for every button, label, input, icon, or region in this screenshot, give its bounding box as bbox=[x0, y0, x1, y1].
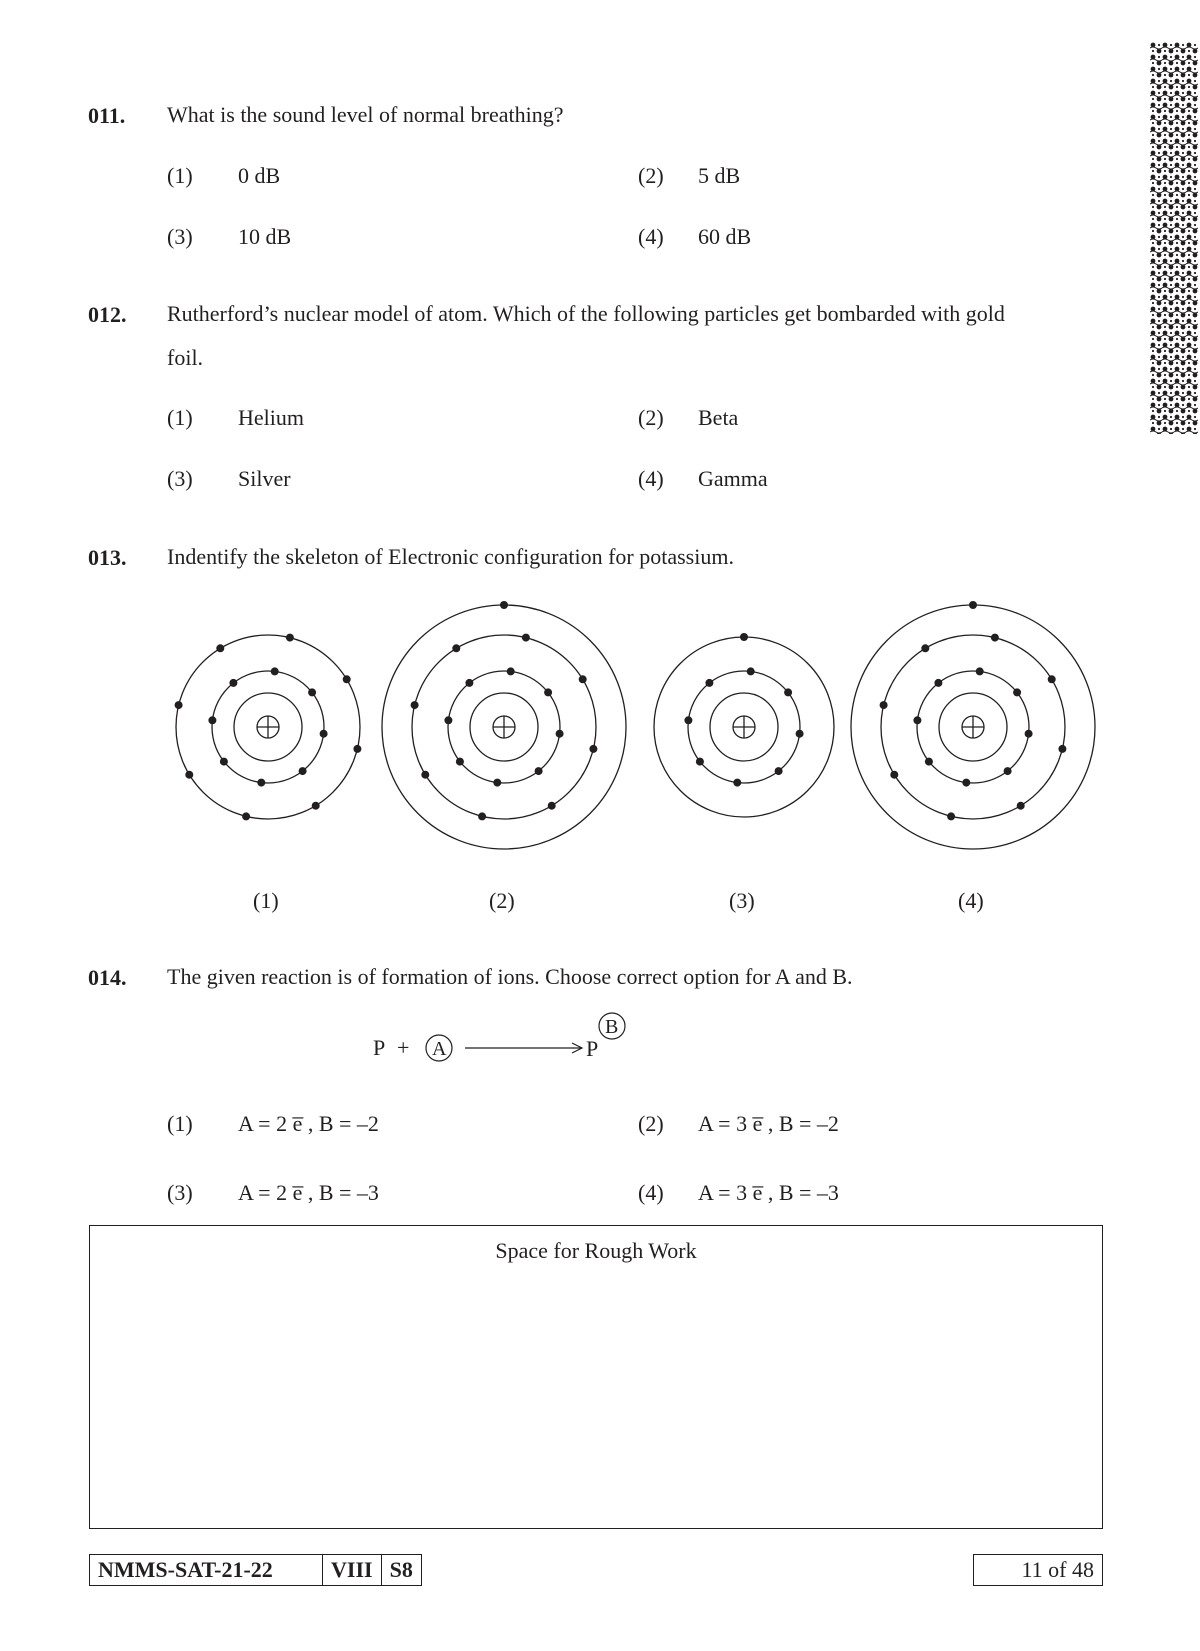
electron-dot bbox=[947, 812, 955, 820]
question-text: Rutherford’s nuclear model of atom. Which of the following particles get bombarded with gold bbox=[167, 301, 1005, 326]
atom-diagram-1 bbox=[175, 634, 362, 821]
electron-dot bbox=[185, 771, 193, 779]
electron-dot bbox=[705, 679, 713, 687]
plus-sign: + bbox=[397, 1035, 410, 1060]
ion-formation-reaction bbox=[360, 1005, 660, 1075]
option-number: (3) bbox=[167, 1180, 193, 1205]
electron-dot bbox=[733, 779, 741, 787]
diagram-label: (1) bbox=[253, 888, 279, 913]
electron-dot bbox=[500, 601, 508, 609]
option-number: (2) bbox=[638, 1111, 664, 1136]
electron-dot bbox=[286, 634, 294, 642]
electron-dot bbox=[913, 716, 921, 724]
electron-dot bbox=[353, 745, 361, 753]
atom-diagram-3 bbox=[654, 633, 834, 817]
option-text: Silver bbox=[238, 466, 291, 491]
electron-dot bbox=[444, 716, 452, 724]
electron-dot bbox=[175, 701, 183, 709]
electron-dot bbox=[934, 679, 942, 687]
electron-dot bbox=[271, 667, 279, 675]
option-number: (1) bbox=[167, 163, 193, 188]
question-text: Indentify the skeleton of Electronic configuration for potassium. bbox=[167, 544, 734, 569]
electron-dot bbox=[1017, 802, 1025, 810]
electron-dot bbox=[962, 779, 970, 787]
electron-dot bbox=[522, 634, 530, 642]
electron-dot bbox=[796, 730, 804, 738]
electron-dot bbox=[478, 812, 486, 820]
electron-dot bbox=[969, 601, 977, 609]
electron-dot bbox=[452, 644, 460, 652]
electron-dot bbox=[775, 767, 783, 775]
rough-work-title: Space for Rough Work bbox=[495, 1238, 697, 1263]
electron-dot bbox=[1004, 767, 1012, 775]
label-b: B bbox=[605, 1016, 619, 1038]
electron-dot bbox=[242, 812, 250, 820]
option-text: Helium bbox=[238, 405, 304, 430]
electron-dot bbox=[684, 716, 692, 724]
option-text: Beta bbox=[698, 405, 739, 430]
electron-dot bbox=[299, 767, 307, 775]
option-text: Gamma bbox=[698, 466, 768, 491]
question-number: 013. bbox=[88, 545, 127, 570]
electron-dot bbox=[421, 771, 429, 779]
electron-dot bbox=[1048, 675, 1056, 683]
option-number: (4) bbox=[638, 466, 664, 491]
question-number: 012. bbox=[88, 302, 127, 327]
electron-dot bbox=[216, 644, 224, 652]
atom-diagram-2 bbox=[382, 601, 626, 849]
electron-dot bbox=[1058, 745, 1066, 753]
electron-dot bbox=[740, 633, 748, 641]
option-text: A = 3 e̅ , B = –3 bbox=[698, 1180, 839, 1205]
question-number: 011. bbox=[88, 103, 126, 128]
electron-dot bbox=[1025, 730, 1033, 738]
electron-dot bbox=[220, 758, 228, 766]
option-text: 60 dB bbox=[698, 224, 752, 249]
electron-dot bbox=[579, 675, 587, 683]
question-text: What is the sound level of normal breathing? bbox=[167, 102, 564, 127]
electron-dot bbox=[229, 679, 237, 687]
side-pattern bbox=[1150, 42, 1198, 434]
paper-code-box bbox=[89, 1554, 422, 1586]
electron-dot bbox=[696, 758, 704, 766]
paper-code: NMMS-SAT-21-22 bbox=[98, 1557, 273, 1582]
electron-dot bbox=[411, 701, 419, 709]
question-text: The given reaction is of formation of ions. Choose correct option for A and B. bbox=[167, 964, 853, 989]
electron-dot bbox=[493, 779, 501, 787]
rough-work-box bbox=[89, 1225, 1103, 1529]
question-text-continued: foil. bbox=[167, 345, 204, 370]
option-text: 10 dB bbox=[238, 224, 292, 249]
reactant-symbol: P bbox=[373, 1035, 386, 1060]
electron-dot bbox=[548, 802, 556, 810]
option-text: A = 3 e̅ , B = –2 bbox=[698, 1111, 839, 1136]
option-number: (1) bbox=[167, 405, 193, 430]
electron-dot bbox=[320, 730, 328, 738]
diagram-label: (4) bbox=[958, 888, 984, 913]
electron-dot bbox=[343, 675, 351, 683]
electron-dot bbox=[925, 758, 933, 766]
set-label: S8 bbox=[381, 1555, 421, 1585]
class-label: VIII bbox=[322, 1555, 381, 1585]
electron-dot bbox=[747, 667, 755, 675]
option-number: (4) bbox=[638, 1180, 664, 1205]
electron-dot bbox=[312, 802, 320, 810]
electron-dot bbox=[784, 688, 792, 696]
electron-dot bbox=[544, 688, 552, 696]
electron-dot bbox=[1013, 688, 1021, 696]
electron-dot bbox=[257, 779, 265, 787]
electron-dot bbox=[507, 667, 515, 675]
electron-configuration-diagrams bbox=[0, 590, 1150, 860]
option-number: (1) bbox=[167, 1111, 193, 1136]
atom-diagram-4 bbox=[851, 601, 1095, 849]
option-text: 0 dB bbox=[238, 163, 281, 188]
electron-dot bbox=[308, 688, 316, 696]
electron-dot bbox=[456, 758, 464, 766]
page-number-box bbox=[973, 1554, 1103, 1586]
question-number: 014. bbox=[88, 965, 127, 990]
option-text: A = 2 e̅ , B = –3 bbox=[238, 1180, 379, 1205]
option-number: (3) bbox=[167, 224, 193, 249]
option-number: (2) bbox=[638, 163, 664, 188]
electron-dot bbox=[465, 679, 473, 687]
electron-dot bbox=[589, 745, 597, 753]
electron-dot bbox=[556, 730, 564, 738]
option-text: 5 dB bbox=[698, 163, 741, 188]
option-number: (3) bbox=[167, 466, 193, 491]
product-symbol: P bbox=[586, 1036, 599, 1061]
diagram-label: (2) bbox=[489, 888, 515, 913]
electron-dot bbox=[921, 644, 929, 652]
electron-dot bbox=[976, 667, 984, 675]
electron-dot bbox=[991, 634, 999, 642]
electron-dot bbox=[880, 701, 888, 709]
diagram-label: (3) bbox=[729, 888, 755, 913]
electron-dot bbox=[208, 716, 216, 724]
label-a: A bbox=[432, 1038, 447, 1060]
electron-dot bbox=[535, 767, 543, 775]
electron-dot bbox=[890, 771, 898, 779]
option-number: (4) bbox=[638, 224, 664, 249]
option-number: (2) bbox=[638, 405, 664, 430]
option-text: A = 2 e̅ , B = –2 bbox=[238, 1111, 379, 1136]
page-number: 11 of 48 bbox=[1021, 1557, 1094, 1582]
